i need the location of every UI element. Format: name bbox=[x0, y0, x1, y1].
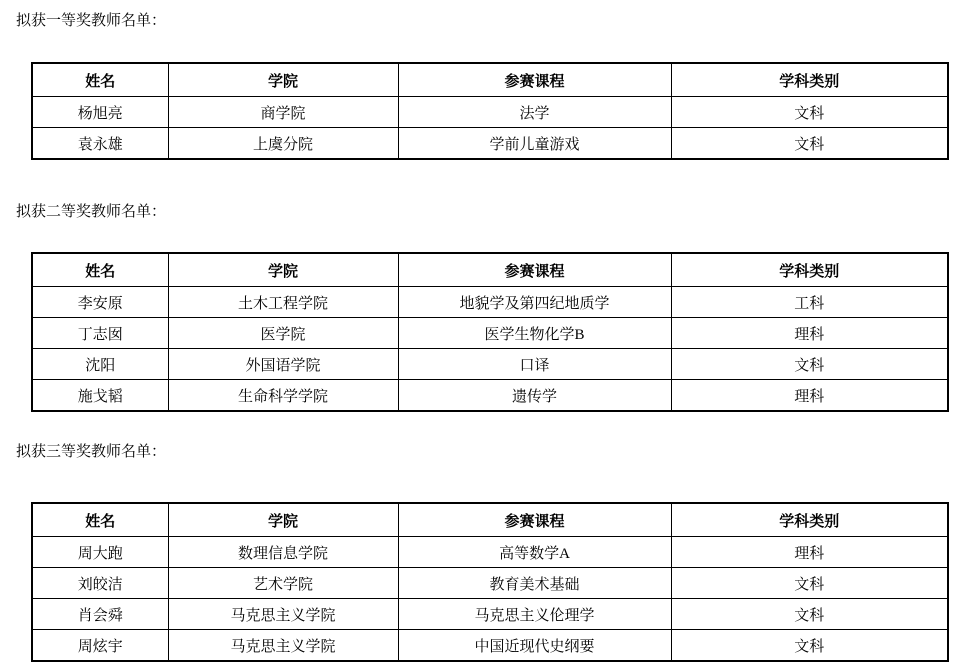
college-cell: 马克思主义学院 bbox=[168, 599, 398, 630]
section-label-first-prize: 拟获一等奖教师名单： bbox=[16, 13, 167, 29]
name-cell: 肖会舜 bbox=[32, 599, 168, 630]
college-cell: 上虞分院 bbox=[168, 128, 398, 160]
column-header-name: 姓名 bbox=[32, 253, 168, 287]
course-cell: 医学生物化学B bbox=[398, 318, 671, 349]
course-cell: 地貌学及第四纪地质学 bbox=[398, 287, 671, 318]
table-row bbox=[32, 599, 948, 630]
table-row bbox=[32, 568, 948, 599]
category-cell: 文科 bbox=[671, 630, 948, 662]
category-cell: 理科 bbox=[671, 380, 948, 412]
course-cell: 学前儿童游戏 bbox=[398, 128, 671, 160]
college-cell: 外国语学院 bbox=[168, 349, 398, 380]
header-row bbox=[32, 63, 948, 97]
name-cell: 杨旭亮 bbox=[32, 97, 168, 128]
table-row bbox=[32, 97, 948, 128]
name-cell: 刘皎洁 bbox=[32, 568, 168, 599]
table-row bbox=[32, 380, 948, 412]
name-cell: 周炫宇 bbox=[32, 630, 168, 662]
category-cell: 文科 bbox=[671, 128, 948, 160]
table-row bbox=[32, 630, 948, 662]
name-cell: 李安原 bbox=[32, 287, 168, 318]
name-cell: 袁永雄 bbox=[32, 128, 168, 160]
section-label-third-prize: 拟获三等奖教师名单： bbox=[16, 444, 167, 460]
course-cell: 教育美术基础 bbox=[398, 568, 671, 599]
column-header-course: 参赛课程 bbox=[398, 503, 671, 537]
course-cell: 遗传学 bbox=[398, 380, 671, 412]
header-row bbox=[32, 253, 948, 287]
course-cell: 口译 bbox=[398, 349, 671, 380]
course-cell: 法学 bbox=[398, 97, 671, 128]
course-cell: 马克思主义伦理学 bbox=[398, 599, 671, 630]
column-header-category: 学科类别 bbox=[671, 253, 948, 287]
column-header-category: 学科类别 bbox=[671, 503, 948, 537]
college-cell: 医学院 bbox=[168, 318, 398, 349]
category-cell: 文科 bbox=[671, 568, 948, 599]
name-cell: 周大跑 bbox=[32, 537, 168, 568]
college-cell: 商学院 bbox=[168, 97, 398, 128]
table-row bbox=[32, 537, 948, 568]
college-cell: 数理信息学院 bbox=[168, 537, 398, 568]
college-cell: 土木工程学院 bbox=[168, 287, 398, 318]
category-cell: 工科 bbox=[671, 287, 948, 318]
category-cell: 文科 bbox=[671, 97, 948, 128]
column-header-college: 学院 bbox=[168, 63, 398, 97]
second-prize-table bbox=[31, 252, 949, 412]
column-header-name: 姓名 bbox=[32, 503, 168, 537]
category-cell: 文科 bbox=[671, 599, 948, 630]
first-prize-table bbox=[31, 62, 949, 160]
table-row bbox=[32, 128, 948, 160]
course-cell: 中国近现代史纲要 bbox=[398, 630, 671, 662]
table-row bbox=[32, 349, 948, 380]
category-cell: 理科 bbox=[671, 318, 948, 349]
column-header-course: 参赛课程 bbox=[398, 253, 671, 287]
table-row bbox=[32, 318, 948, 349]
college-cell: 艺术学院 bbox=[168, 568, 398, 599]
name-cell: 沈阳 bbox=[32, 349, 168, 380]
column-header-college: 学院 bbox=[168, 253, 398, 287]
header-row bbox=[32, 503, 948, 537]
section-label-second-prize: 拟获二等奖教师名单： bbox=[16, 204, 167, 220]
name-cell: 丁志囡 bbox=[32, 318, 168, 349]
column-header-category: 学科类别 bbox=[671, 63, 948, 97]
column-header-college: 学院 bbox=[168, 503, 398, 537]
column-header-course: 参赛课程 bbox=[398, 63, 671, 97]
course-cell: 高等数学A bbox=[398, 537, 671, 568]
category-cell: 理科 bbox=[671, 537, 948, 568]
third-prize-table bbox=[31, 502, 949, 662]
category-cell: 文科 bbox=[671, 349, 948, 380]
college-cell: 生命科学学院 bbox=[168, 380, 398, 412]
table-row bbox=[32, 287, 948, 318]
column-header-name: 姓名 bbox=[32, 63, 168, 97]
college-cell: 马克思主义学院 bbox=[168, 630, 398, 662]
name-cell: 施戈韬 bbox=[32, 380, 168, 412]
